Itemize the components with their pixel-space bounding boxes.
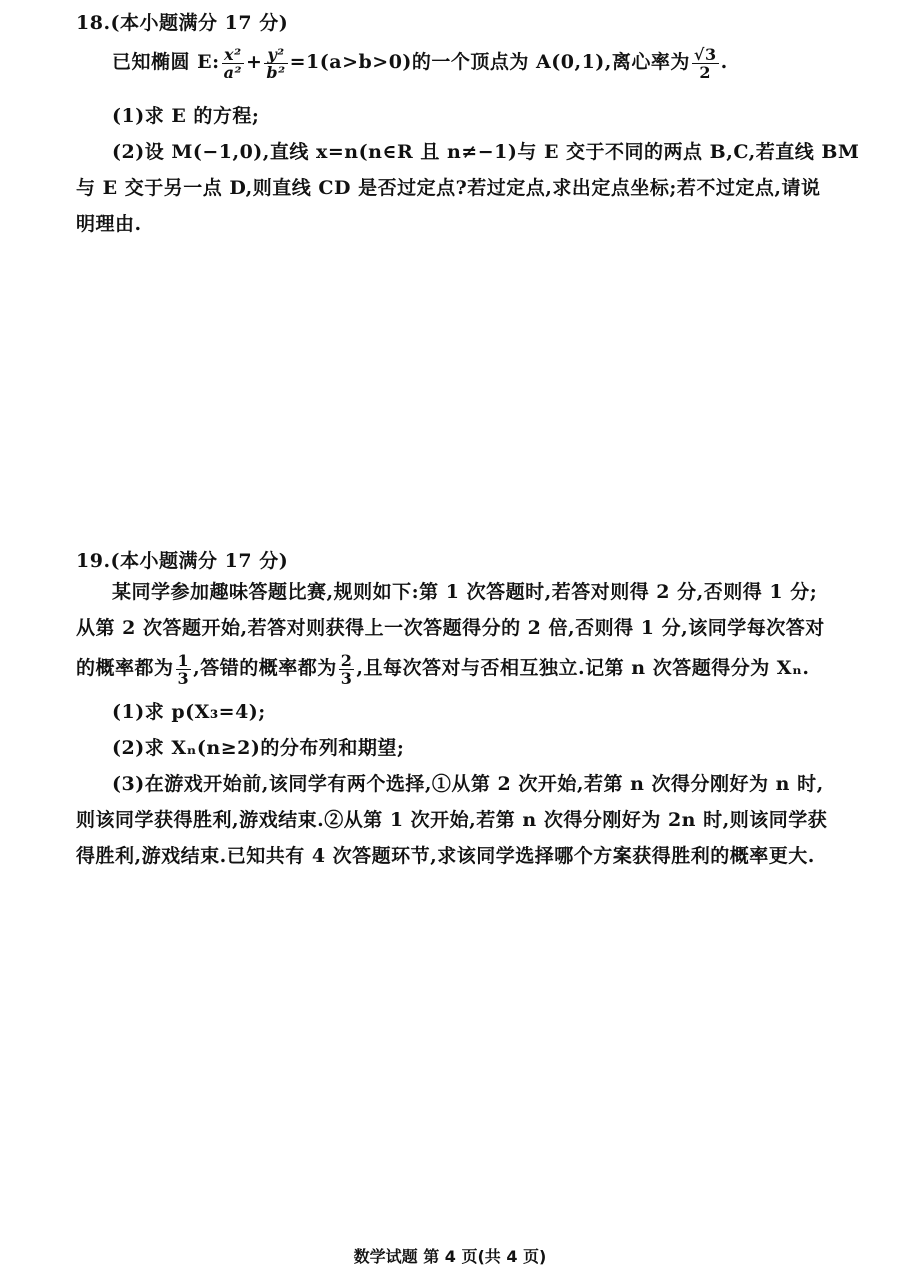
frac-denominator: b² xyxy=(266,62,286,82)
frac-numerator: 2 xyxy=(340,650,353,670)
q19-part3-line1: (3)在游戏开始前,该同学有两个选择,①从第 2 次开始,若第 n 次得分刚好为 n 时, xyxy=(112,773,824,795)
frac-numerator: y² xyxy=(264,46,287,64)
q19-stem-line2: 从第 2 次答题开始,若答对则获得上一次答题得分的 2 倍,否则得 1 分,该同学每次答对 xyxy=(76,617,825,639)
q19-stem-line3 xyxy=(76,650,846,687)
q19-part1: (1)求 p(X₃=4); xyxy=(112,701,266,723)
page-footer: 数学试题 第 4 页(共 4 页) xyxy=(353,1247,547,1266)
q18-heading: 18.(本小题满分 17 分) xyxy=(76,12,289,34)
q18-stem-line1 xyxy=(76,44,882,81)
q18-part2-line1: (2)设 M(−1,0),直线 x=n(n∈R 且 n≠−1)与 E 交于不同的两点 B,C,若直线 BM xyxy=(112,141,860,163)
q19-stem-text-a: 的概率都为 xyxy=(76,657,174,679)
q18-part2-line3: 明理由. xyxy=(76,213,142,235)
period: . xyxy=(720,51,728,73)
q19-stem-line1: 某同学参加趣味答题比赛,规则如下:第 1 次答题时,若答对则得 2 分,否则得 1 分; xyxy=(112,581,818,603)
q18-part2-line2: 与 E 交于另一点 D,则直线 CD 是否过定点?若过定点,求出定点坐标;若不过定点,请说 xyxy=(76,177,821,199)
frac-numerator: 1 xyxy=(177,650,190,670)
q19-stem-text-b: ,答错的概率都为 xyxy=(193,657,337,679)
q19-heading: 19.(本小题满分 17 分) xyxy=(76,550,289,572)
frac-denominator: 2 xyxy=(699,62,712,82)
frac-denominator: 3 xyxy=(340,668,353,688)
q18-stem-text-a: 已知椭圆 E: xyxy=(112,51,220,73)
q19-part2: (2)求 Xₙ(n≥2)的分布列和期望; xyxy=(112,737,405,759)
plus-sign: + xyxy=(246,51,263,73)
frac-denominator: 3 xyxy=(177,668,190,688)
q19-part3-line3: 得胜利,游戏结束.已知共有 4 次答题环节,求该同学选择哪个方案获得胜利的概率更大. xyxy=(76,845,815,867)
fraction-eccentricity xyxy=(692,46,719,81)
q18-part1: (1)求 E 的方程; xyxy=(112,105,260,127)
fraction-two-thirds xyxy=(339,652,355,687)
fraction-x2-a2 xyxy=(222,46,244,81)
q18-stem-text-c: =1(a>b>0)的一个顶点为 A(0,1),离心率为 xyxy=(289,51,690,73)
frac-numerator: √3 xyxy=(693,44,717,64)
frac-denominator: a² xyxy=(223,62,242,82)
q19-part3-line2: 则该同学获得胜利,游戏结束.②从第 1 次开始,若第 n 次得分刚好为 2n 时,则该同学获 xyxy=(76,809,828,831)
fraction-y2-b2 xyxy=(264,46,287,81)
frac-numerator: x² xyxy=(222,46,244,64)
q19-stem-text-c: ,且每次答对与否相互独立.记第 n 次答题得分为 Xₙ. xyxy=(356,657,810,679)
fraction-one-third xyxy=(176,652,192,687)
